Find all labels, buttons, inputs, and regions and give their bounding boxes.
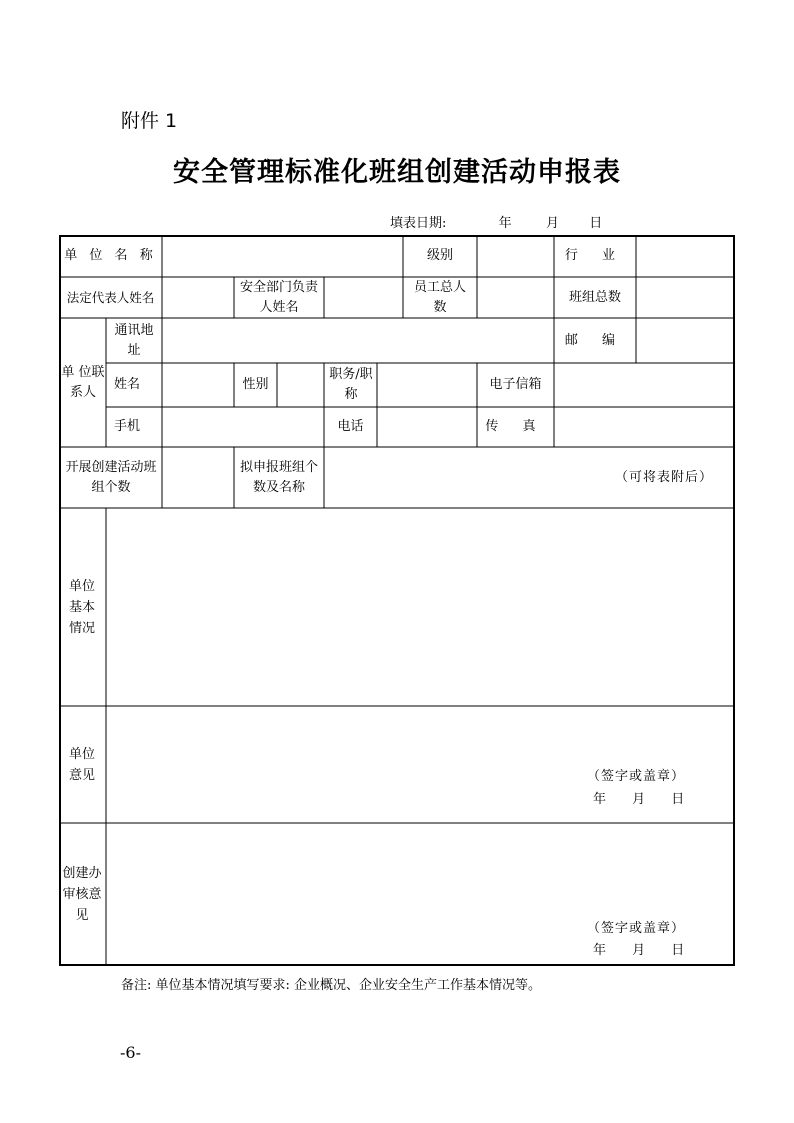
address-label: 通讯地址 xyxy=(114,322,154,358)
apply-teams-label: 拟申报班组个数及名称 xyxy=(239,459,318,495)
footnote: 备注: 单位基本情况填写要求: 企业概况、企业安全生产工作基本情况等。 xyxy=(121,978,542,993)
unit-contact-label: 单 位联系人 xyxy=(61,364,105,400)
fill-date-day: 日 xyxy=(589,216,603,231)
fill-date-month: 月 xyxy=(545,216,559,231)
unit-opinion-label: 单位意见 xyxy=(68,746,95,783)
team-count-label: 开展创建活动班组个数 xyxy=(65,459,157,495)
office-review-date: 年 月 日 xyxy=(593,943,685,958)
unit-opinion-date: 年 月 日 xyxy=(593,792,685,807)
phone-label: 电话 xyxy=(337,419,364,434)
safety-head-label: 安全部门负责人姓名 xyxy=(239,279,318,315)
attachment-label: 附件 1 xyxy=(121,110,178,132)
legal-rep-label: 法定代表人姓名 xyxy=(66,289,155,305)
employees-label: 员工总人数 xyxy=(413,279,466,315)
gender-label: 性别 xyxy=(242,377,269,392)
page-title: 安全管理标准化班组创建活动申报表 xyxy=(173,157,621,188)
attach-hint: （可将表附后） xyxy=(614,469,713,485)
postcode-label: 邮 编 xyxy=(564,332,626,348)
position-label: 职务/职称 xyxy=(329,367,373,402)
fill-date-line xyxy=(390,212,602,231)
unit-sign-stamp: （签字或盖章） xyxy=(587,769,686,784)
office-sign-stamp: （签字或盖章） xyxy=(587,921,686,936)
basic-info-label: 单位基本情况 xyxy=(68,578,95,636)
name-label: 姓名 xyxy=(114,377,141,392)
mobile-label: 手机 xyxy=(114,419,141,434)
unit-name-label: 单 位 名 称 xyxy=(64,248,157,263)
level-label: 级别 xyxy=(426,248,453,263)
fill-date-year: 年 xyxy=(498,216,512,231)
fax-label: 传 真 xyxy=(485,419,546,434)
team-total-label: 班组总数 xyxy=(568,289,621,305)
application-form-table xyxy=(59,235,735,966)
page-number: -6- xyxy=(120,1043,141,1062)
email-label: 电子信箱 xyxy=(489,377,542,392)
industry-label: 行 业 xyxy=(564,248,626,263)
fill-date-label: 填表日期: xyxy=(390,216,447,231)
office-review-label: 创建办审核意见 xyxy=(62,865,102,923)
